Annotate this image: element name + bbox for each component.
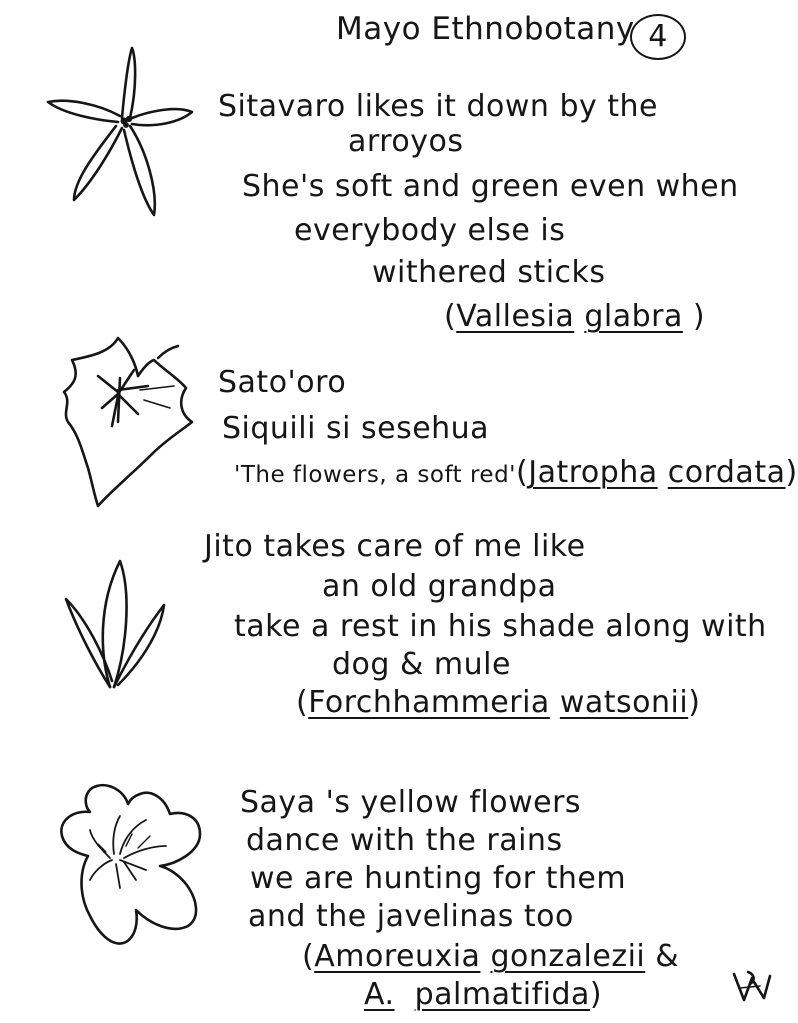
latin-species: glabra <box>584 299 683 334</box>
translation-text: 'The flowers, a soft red' <box>234 462 516 488</box>
entry4-line2: dance with the rains <box>246 823 563 858</box>
paren-close: ) <box>682 299 706 334</box>
latin-genus: Jatropha <box>528 455 658 490</box>
heart-leaf-icon <box>52 330 204 510</box>
artist-monogram-icon <box>730 968 774 1006</box>
entry1-line4: everybody else is <box>294 213 566 248</box>
paren-close: ) <box>688 685 701 720</box>
latin-species: cordata <box>667 455 786 490</box>
paren-close: ) <box>785 455 798 490</box>
latin-species: gonzalezii <box>490 939 646 974</box>
entry2-line1: Sato'oro <box>218 365 347 400</box>
entry3-latin <box>296 685 701 720</box>
entry1-line2: arroyos <box>348 124 464 159</box>
paren-open: ( <box>516 455 529 490</box>
entry4-latin-line1 <box>302 939 680 974</box>
entry3-line4: dog & mule <box>332 647 511 682</box>
entry4-line4: and the javelinas too <box>248 899 574 934</box>
entry4-latin-line2 <box>364 977 603 1012</box>
entry1-line1: Sitavaro likes it down by the <box>218 89 659 124</box>
latin-genus: Vallesia <box>456 299 575 334</box>
entry3-line1: Jito takes care of me like <box>204 529 586 564</box>
entry1-line5: withered sticks <box>372 255 606 290</box>
star-flower-icon <box>40 40 200 225</box>
latin-genus-abbrev: A. <box>364 977 395 1012</box>
entry3-line3: take a rest in his shade along with <box>234 609 767 644</box>
paren-close: ) <box>589 977 603 1012</box>
latin-species: watsonii <box>559 685 689 720</box>
latin-ampersand: & <box>645 939 680 974</box>
entry1-line3: She's soft and green even when <box>242 169 739 204</box>
page-number-badge: 4 <box>630 14 686 60</box>
entry2-line2: Siquili si sesehua <box>222 411 490 446</box>
entry3-line2: an old grandpa <box>322 569 557 604</box>
paren-open: ( <box>296 685 309 720</box>
entry2-line3 <box>234 455 798 490</box>
paren-open: ( <box>302 939 315 974</box>
latin-genus: Forchhammeria <box>308 685 550 720</box>
grass-blades-icon <box>60 555 172 693</box>
entry1-latin <box>444 299 706 334</box>
latin-species: palmatifida <box>414 977 590 1012</box>
latin-genus: Amoreuxia <box>314 939 481 974</box>
page-title: Mayo Ethnobotany <box>336 11 635 47</box>
paren-open: ( <box>444 299 457 334</box>
five-petal-flower-icon <box>54 776 206 952</box>
entry4-line3: we are hunting for them <box>250 861 627 896</box>
entry4-line1: Saya 's yellow flowers <box>240 785 582 820</box>
